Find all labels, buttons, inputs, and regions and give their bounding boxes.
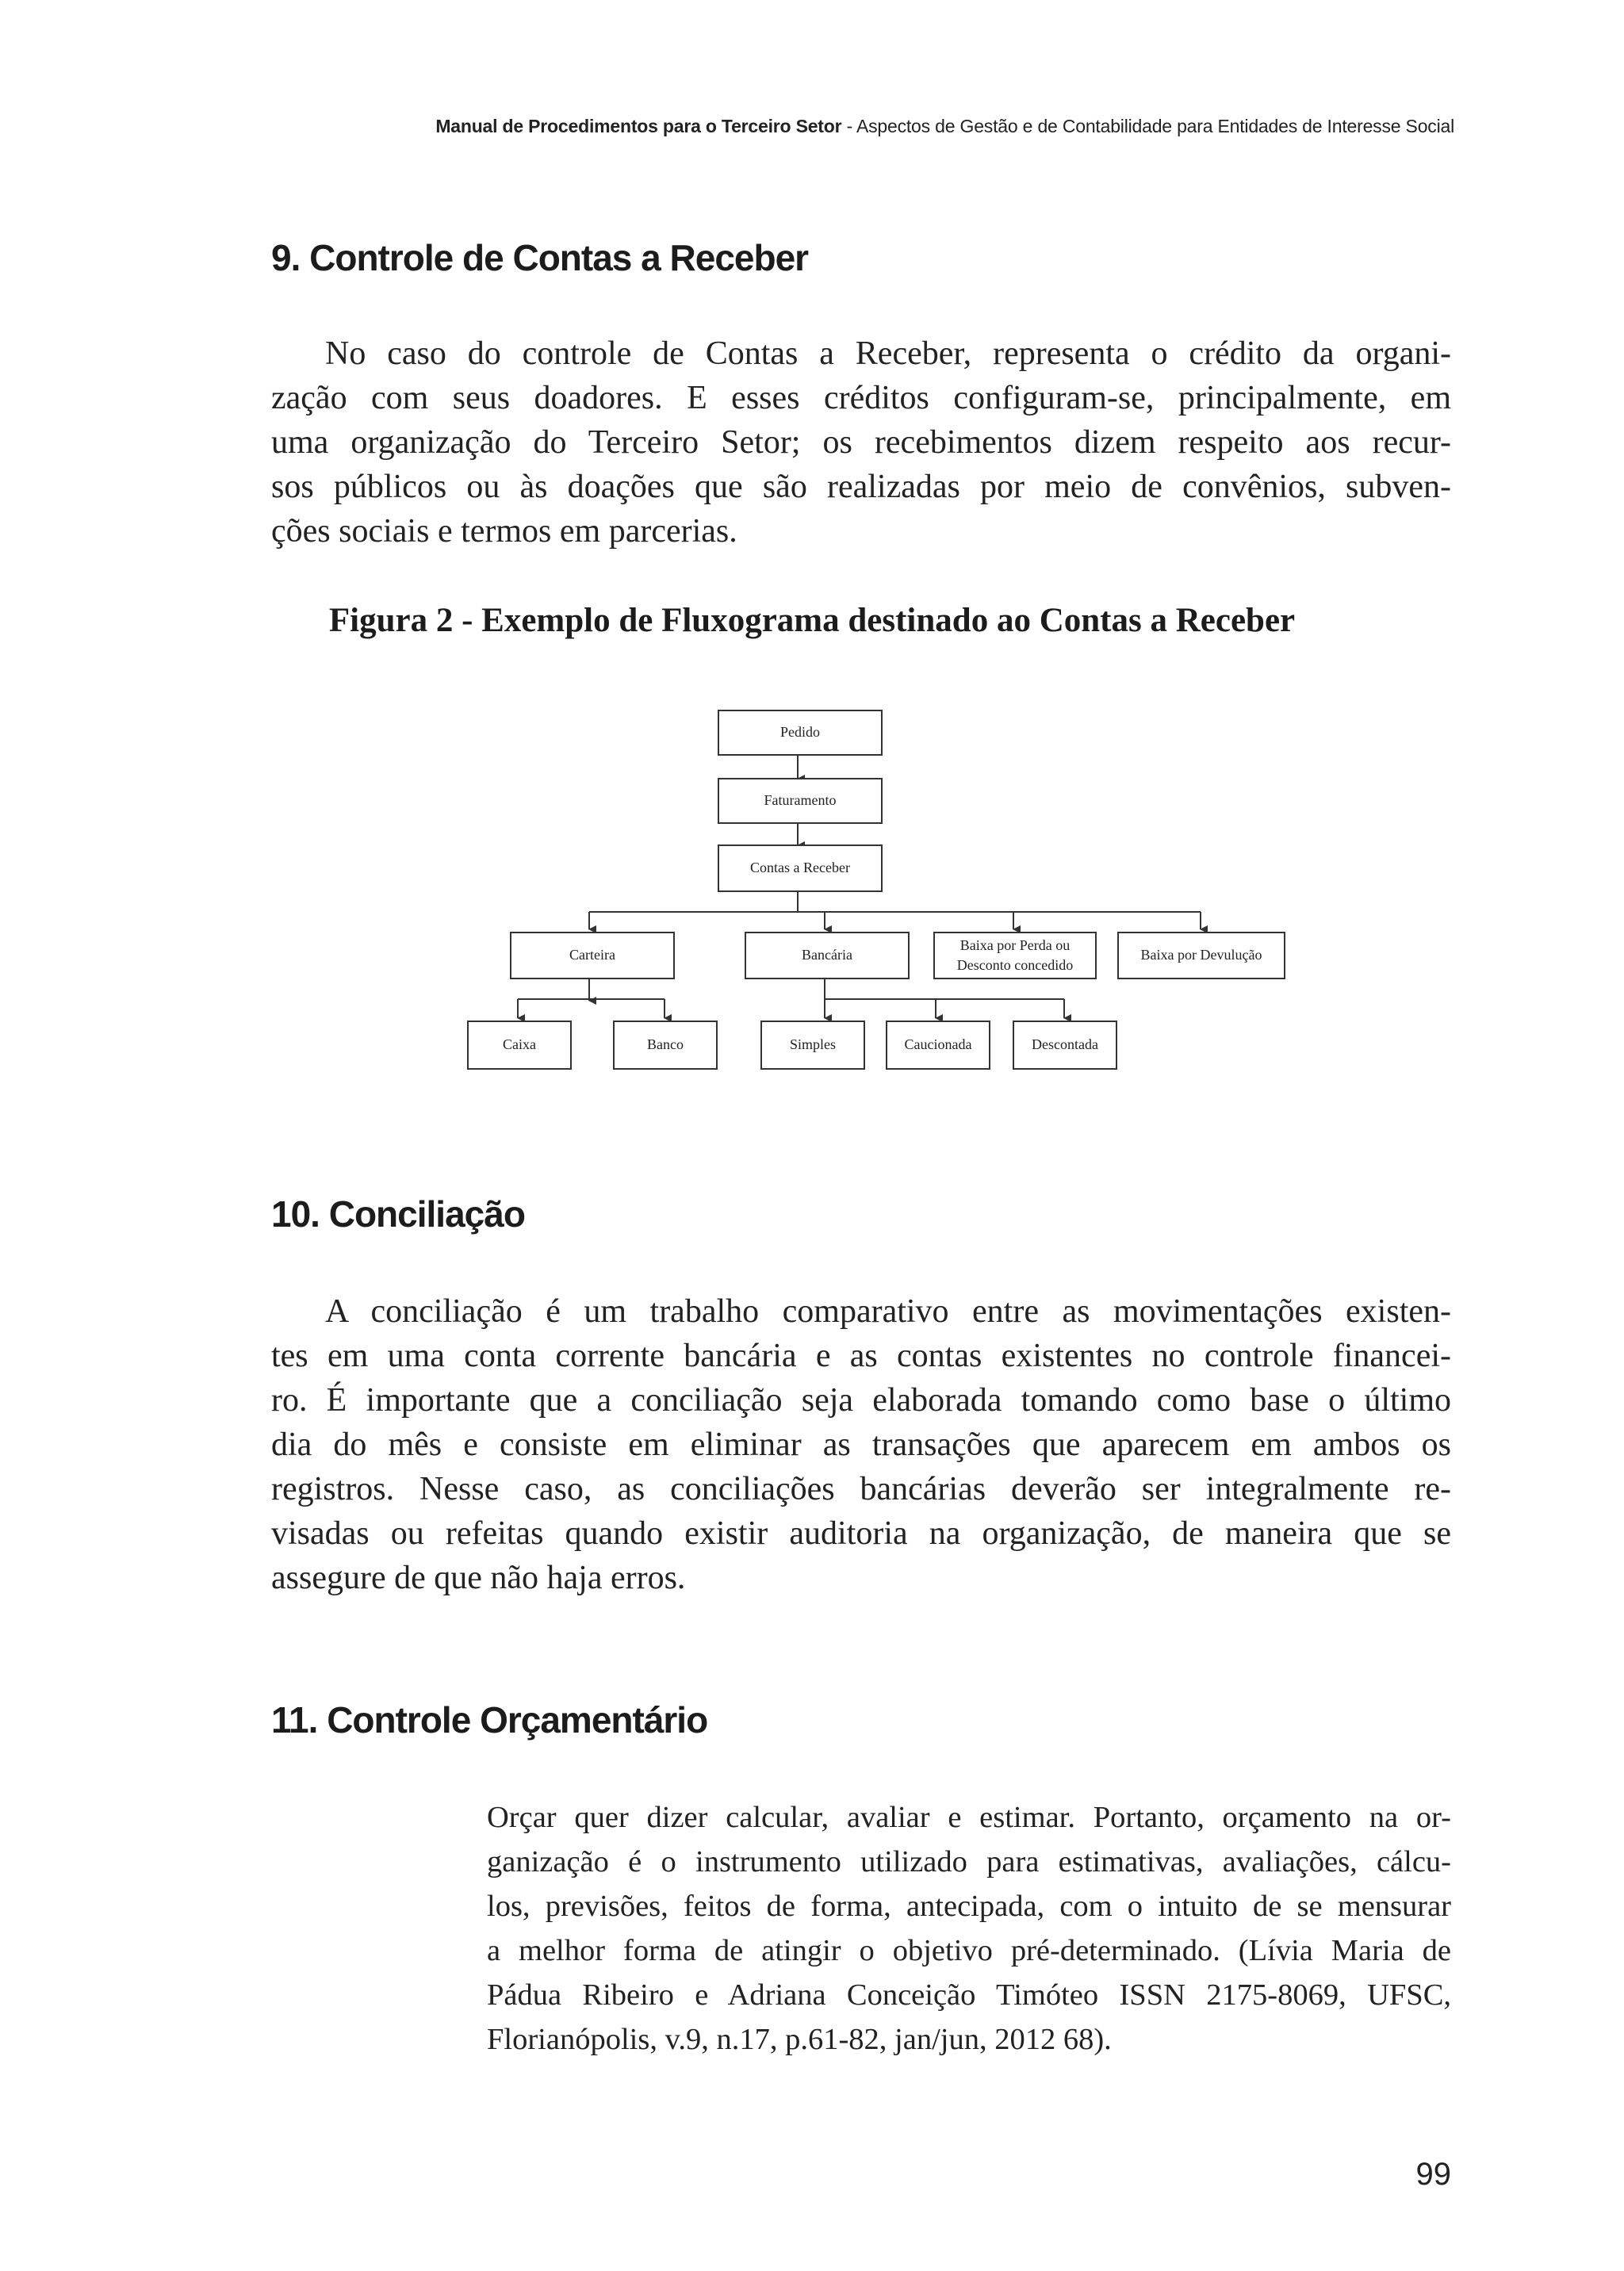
section-10-line: tes em uma conta corrente bancária e as contas existentes no controle financei- xyxy=(271,1338,1451,1374)
page-number: 99 xyxy=(1415,2157,1451,2192)
running-header-bold: Manual de Procedimentos para o Terceiro Setor xyxy=(435,116,842,136)
section-10-line: registros. Nesse caso, as conciliações bancárias deverão ser integralmente re- xyxy=(271,1471,1451,1507)
node-caucionada xyxy=(887,1021,990,1069)
node-caixa xyxy=(468,1021,571,1069)
section-10-line: A conciliação é um trabalho comparativo entre as movimentações existen- xyxy=(325,1293,1451,1330)
node-carteira xyxy=(511,933,674,978)
section-10-title: 10. Conciliação xyxy=(271,1193,525,1235)
node-descontada-label: Descontada xyxy=(1032,1036,1098,1053)
node-bancaria xyxy=(745,933,909,978)
running-header-rest: - Aspectos de Gestão e de Contabilidade para Entidades de Interesse Social xyxy=(841,116,1454,136)
node-baixa-perda-label-1: Baixa por Perda ou xyxy=(959,937,1071,954)
node-simples-label: Simples xyxy=(789,1036,837,1053)
section-11-title: 11. Controle Orçamentário xyxy=(271,1699,708,1741)
node-pedido-label: Pedido xyxy=(779,724,821,741)
section-10-paragraph xyxy=(271,1289,1451,1600)
node-caixa-label: Caixa xyxy=(503,1036,536,1053)
node-simples xyxy=(761,1021,864,1069)
node-carteira-label: Carteira xyxy=(569,947,615,963)
section-11-line: Orçar quer dizer calcular, avaliar e estimar. Portanto, orçamento na or- xyxy=(487,1801,1451,1834)
node-faturamento xyxy=(718,779,882,823)
section-9-line: zação com seus doadores. E esses créditos configuram-se, principalmente, em xyxy=(271,380,1451,416)
figure-caption: Figura 2 - Exemplo de Fluxograma destinado ao Contas a Receber xyxy=(328,602,1296,639)
node-baixa-por-perda xyxy=(934,933,1096,978)
section-11-quote xyxy=(487,1795,1451,2062)
node-baixa-por-devolucao xyxy=(1118,933,1285,978)
section-9-line: No caso do controle de Contas a Receber, representa o crédito da organi- xyxy=(325,335,1451,372)
node-pedido xyxy=(718,710,882,755)
node-banco xyxy=(614,1021,717,1069)
section-11-line: a melhor forma de atingir o objetivo pré-determinado. (Lívia Maria de xyxy=(487,1934,1451,1967)
node-banco-label: Banco xyxy=(647,1036,684,1053)
node-baixa-perda-label-2: Desconto concedido xyxy=(956,957,1074,974)
section-10-line: ro. É importante que a conciliação seja elaborada tomando como base o último xyxy=(271,1382,1451,1419)
section-10-line: assegure de que não haja erros. xyxy=(271,1560,686,1596)
node-faturamento-label: Faturamento xyxy=(764,792,837,809)
section-11-line: ganização é o instrumento utilizado para estimativas, avaliações, cálcu- xyxy=(487,1845,1451,1878)
node-contas-a-receber xyxy=(718,845,882,891)
section-10-line: visadas ou refeitas quando existir auditoria na organização, de maneira que se xyxy=(271,1515,1451,1552)
section-11-line: los, previsões, feitos de forma, antecipada, com o intuito de se mensurar xyxy=(487,1890,1451,1923)
section-9-line: uma organização do Terceiro Setor; os recebimentos dizem respeito aos recur- xyxy=(271,424,1451,461)
section-9-line: sos públicos ou às doações que são realizadas por meio de convênios, subven- xyxy=(271,469,1451,505)
node-baixa-devolucao-label: Baixa por Devulução xyxy=(1140,947,1262,963)
section-9-line: ções sociais e termos em parcerias. xyxy=(271,513,737,550)
section-10-line: dia do mês e consiste em eliminar as transações que aparecem em ambos os xyxy=(271,1427,1451,1463)
node-caucionada-label: Caucionada xyxy=(904,1036,972,1053)
section-11-line: Pádua Ribeiro e Adriana Conceição Timóteo ISSN 2175-8069, UFSC, xyxy=(487,1978,1451,2012)
section-9-title: 9. Controle de Contas a Receber xyxy=(271,237,809,278)
node-contas-a-receber-label: Contas a Receber xyxy=(750,860,850,876)
node-descontada xyxy=(1013,1021,1116,1069)
section-11-line: Florianópolis, v.9, n.17, p.61-82, jan/jun, 2012 68). xyxy=(487,2023,1112,2056)
node-bancaria-label: Bancária xyxy=(802,947,852,963)
